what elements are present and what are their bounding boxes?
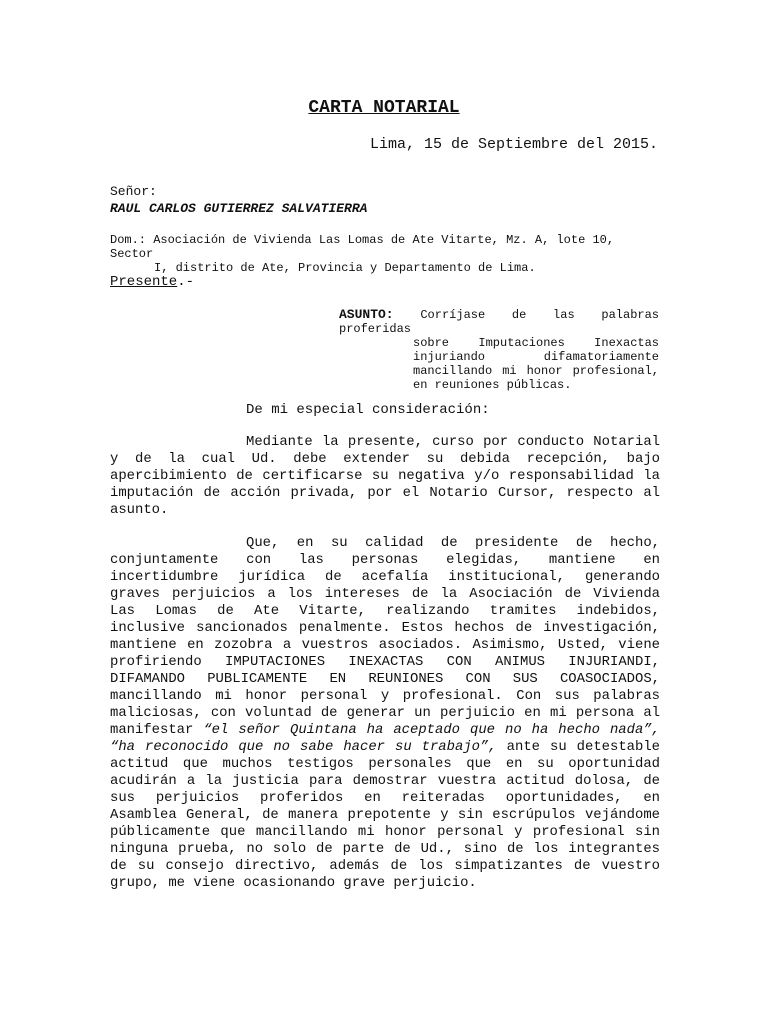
subject-first-line: [339, 308, 659, 336]
greeting: De mi especial consideración:: [246, 402, 490, 418]
subject-rest: sobre Imputaciones Inexactas injuriando difamatoriamente mancillando mi honor profesional, en reuniones públicas.: [413, 336, 659, 392]
presente-line: [110, 274, 194, 290]
letter-title: CARTA NOTARIAL: [308, 98, 460, 118]
paragraph-2: [110, 535, 660, 892]
paragraph-2-quote: “el señor Quintana ha aceptado que no ha hecho nada”, “ha reconocido que no sabe hacer su trabajo”,: [110, 722, 660, 755]
address-line-2: I, distrito de Ate, Provincia y Departamento de Lima.: [154, 261, 536, 275]
paragraph-2-part-a: Que, en su calidad de presidente de hecho, conjuntamente con las personas elegidas, mantiene en incertidumbre jurídica de acefalía institucional, generando graves perjuicios a los intereses de la Asociación de Vivienda Las Lomas de Ate Vitarte, realizando tramites indebidos, inclusive sancionados penalmente. Estos hechos de investigación, mantiene en zozobra a vuestros asociados. Asimismo, Usted, viene profiriendo IMPUTACIONES INEXACTAS CON ANIMUS INJURIANDI, DIFAMANDO PUBLICAMENTE EN REUNIONES CON SUS COASOCIADOS, mancillando mi honor personal y profesional. Con sus palabras maliciosas, con voluntad de generar un perjuicio en mi persona al manifestar: [110, 535, 660, 738]
recipient-address: [110, 233, 660, 275]
presente-word: Presente: [110, 274, 178, 290]
subject-label: ASUNTO:: [339, 307, 394, 322]
presente-suffix: .-: [177, 274, 195, 290]
subject-block: [339, 308, 659, 392]
letter-date: Lima, 15 de Septiembre del 2015.: [369, 136, 658, 153]
subject-first-text: Corríjase de las palabras proferidas: [339, 308, 660, 336]
address-line-1: Dom.: Asociación de Vivienda Las Lomas de Ate Vitarte, Mz. A, lote 10, Sector: [110, 233, 615, 261]
recipient-name: RAUL CARLOS GUTIERREZ SALVATIERRA: [110, 201, 368, 216]
paragraph-2-part-b: ante su detestable actitud que muchos testigos personales que en su oportunidad acudirán a la justicia para demostrar vuestra actitud dolosa, de sus perjuicios proferidos en reiteradas oportunidades, en Asamblea General, de manera prepotente y sin escrúpulos vejándome públicamente que mancillando mi honor personal y profesional sin ninguna prueba, no solo de parte de Ud., sino de los integrantes de su consejo directivo, además de los simpatizantes de vuestro grupo, me viene ocasionando grave perjuicio.: [110, 739, 661, 891]
salutation-label: Señor:: [110, 184, 157, 199]
paragraph-1: Mediante la presente, curso por conducto Notarial y de la cual Ud. debe extender su debida recepción, bajo apercibimiento de certificarse su negativa y/o responsabilidad la imputación de acción privada, por el Notario Cursor, respecto al asunto.: [110, 434, 660, 518]
